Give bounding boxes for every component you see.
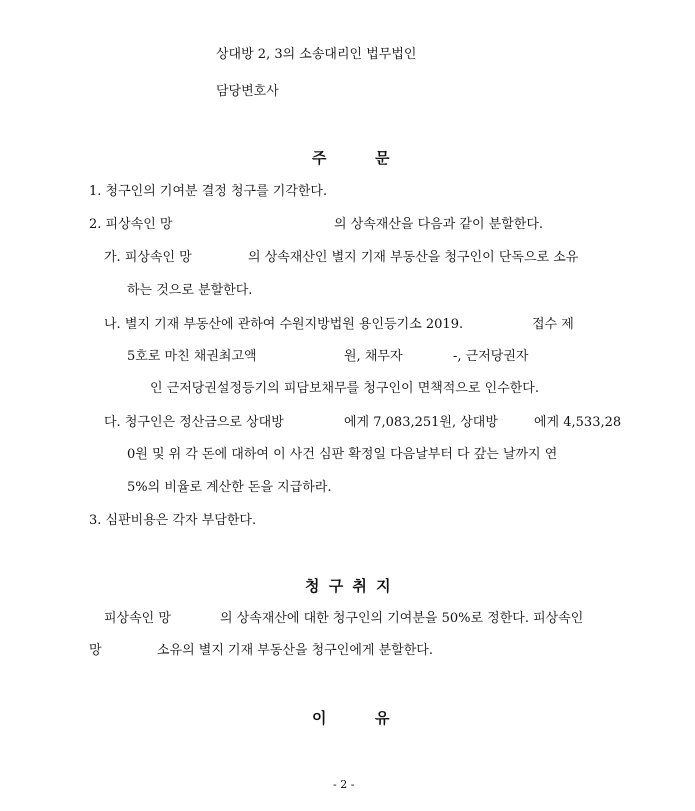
order-na-line2-a: 5호로 마친 채권최고액 — [127, 349, 257, 364]
order-ga-prefix: 가. 피상속인 망 — [104, 250, 192, 265]
order-item-2-prefix: 2. 피상속인 망 — [89, 217, 173, 232]
order-da-suffix: 에게 4,533,28 — [534, 415, 622, 430]
order-da-line2: 0원 및 위 각 돈에 대하여 이 사건 심판 확정일 다음날부터 다 갚는 날까지 연 — [127, 447, 558, 462]
order-da-mid: 에게 7,083,251원, 상대방 — [344, 415, 498, 430]
reason-heading-left: 이 — [312, 709, 329, 727]
order-na-suffix: 접수 제 — [532, 317, 574, 332]
reason-heading-right: 유 — [375, 709, 392, 727]
order-na-line3: 인 근저당권설정등기의 피담보채무를 청구인이 면책적으로 인수한다. — [150, 381, 539, 396]
claim-line1-prefix: 피상속인 망 — [104, 611, 171, 626]
order-item-3: 3. 심판비용은 각자 부담한다. — [89, 513, 257, 528]
order-da-prefix: 다. 청구인은 정산금으로 상대방 — [104, 415, 284, 430]
order-na-prefix: 나. 별지 기재 부동산에 관하여 수원지방법원 용인등기소 2019. — [104, 317, 464, 332]
claim-heading: 청 구 취 지 — [305, 577, 393, 595]
order-na-line2-c: -, 근저당권자 — [453, 349, 529, 364]
order-heading-right: 문 — [375, 149, 392, 167]
order-na-line2-b: 원, 채무자 — [344, 349, 403, 364]
claim-line2-suffix: 소유의 별지 기재 부동산을 청구인에게 분할한다. — [157, 643, 433, 658]
claim-line1-suffix: 의 상속재산에 대한 청구인의 기여분을 50%로 정한다. 피상속인 — [220, 611, 584, 626]
order-heading-left: 주 — [312, 149, 329, 167]
order-ga-line2: 하는 것으로 분할한다. — [127, 283, 253, 298]
lawyer-line: 담당변호사 — [216, 84, 279, 99]
order-da-line3: 5%의 비율로 계산한 돈을 지급하라. — [127, 480, 332, 495]
claim-line2-prefix: 망 — [89, 643, 102, 658]
representative-line: 상대방 2, 3의 소송대리인 법무법인 — [216, 47, 417, 62]
order-item-1: 1. 청구인의 기여분 결정 청구를 기각한다. — [89, 184, 328, 199]
page-number: - 2 - — [333, 778, 355, 791]
order-item-2-suffix: 의 상속재산을 다음과 같이 분할한다. — [334, 217, 544, 232]
order-ga-suffix: 의 상속재산인 별지 기재 부동산을 청구인이 단독으로 소유 — [248, 250, 579, 265]
